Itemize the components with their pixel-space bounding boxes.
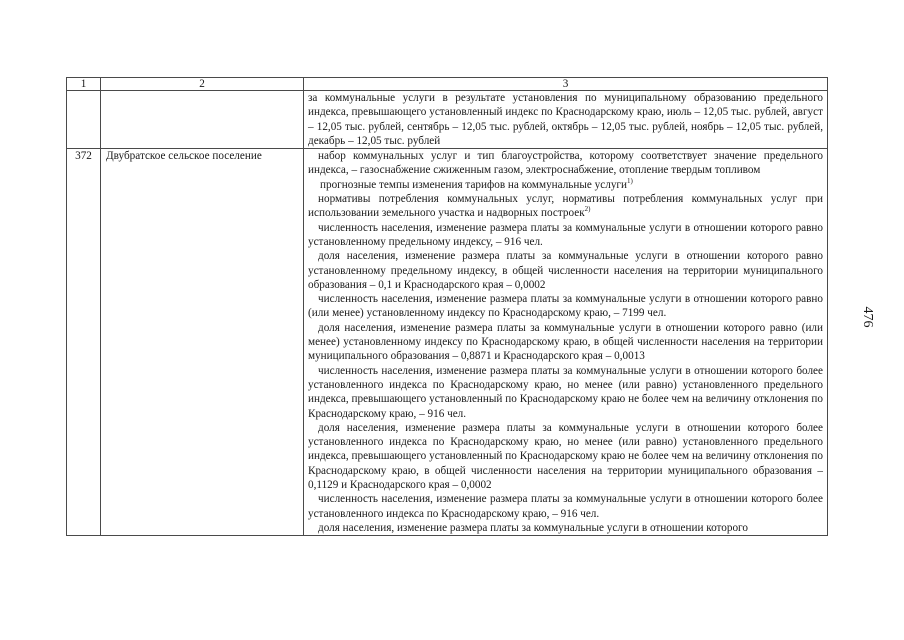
- entry-paragraph-text: доля населения, изменение размера платы за коммунальные услуги в отношении которого: [318, 521, 748, 534]
- entry-paragraph: [308, 492, 823, 521]
- entry-paragraph-text: нормативы потребления коммунальных услуг, нормативы потребления коммунальных услуг при использовании земельного участка и надворных построек: [308, 193, 823, 220]
- header-col-1: 1: [67, 78, 101, 91]
- entry-paragraph: [308, 321, 823, 364]
- footnote-marker: 2): [584, 205, 591, 214]
- entry-paragraph-text: численность населения, изменение размера платы за коммунальные услуги в отношении которого равно (или менее) установленному индексу по Краснодарскому краю, – 7199 чел.: [308, 293, 823, 320]
- continuation-number-cell: [67, 91, 101, 149]
- entry-paragraph: [308, 521, 823, 535]
- header-col-3: 3: [304, 78, 828, 91]
- document-table: [66, 77, 828, 536]
- entry-paragraph-text: доля населения, изменение размера платы за коммунальные услуги в отношении которого равно (или менее) установленному индексу по Краснодарскому краю, в общей численности населения на территории муниципального образования – 0,8871 и Краснодарского края – 0,0013: [308, 321, 823, 363]
- entry-number: 372: [67, 149, 101, 536]
- entry-paragraph: [308, 192, 823, 221]
- entry-paragraph-text: численность населения, изменение размера платы за коммунальные услуги в отношении которого более установленного индекса по Краснодарскому краю, – 916 чел.: [308, 493, 823, 520]
- footnote-marker: 1): [626, 176, 633, 185]
- entry-paragraph: [308, 221, 823, 250]
- table-header-row: [67, 78, 828, 91]
- entry-name: Двубратское сельское поселение: [101, 149, 304, 536]
- entry-paragraph: [308, 149, 823, 178]
- entry-paragraph-text: доля населения, изменение размера платы за коммунальные услуги в отношении которого более установленного индекса по Краснодарскому краю, но менее (или равно) установленного предельного индекса, превышающего установленный по Краснодарскому краю не более чем на величину отклонения по Краснодарскому краю, в общей численности населения на территории муниципального образования – 0,1129 и Краснодарского края – 0,0002: [308, 421, 823, 492]
- page-number: 476: [860, 306, 875, 328]
- continuation-text-cell: [304, 91, 828, 149]
- continuation-paragraph: за коммунальные услуги в результате установления по муниципальному образованию предельного индекса, превышающего установленный индекс по Краснодарскому краю, июль – 12,05 тыс. рублей, август – 12,05 тыс. рублей, сентябрь – 12,05 тыс. рублей, октябрь – 12,05 тыс. рублей, ноябрь – 12,05 тыс. рублей, декабрь – 12,05 тыс. рублей: [308, 92, 823, 147]
- continuation-row: [67, 91, 828, 149]
- entry-paragraph: [308, 249, 823, 292]
- entry-row: [67, 149, 828, 536]
- entry-paragraph-text: численность населения, изменение размера платы за коммунальные услуги в отношении которого более установленного индекса по Краснодарскому краю, но менее (или равно) установленного предельного индекса, превышающего установленный по Краснодарскому краю не более чем на величину отклонения по Краснодарскому краю, – 916 чел.: [308, 364, 823, 420]
- entry-paragraph-text: численность населения, изменение размера платы за коммунальные услуги в отношении которого равно установленному предельному индексу, – 916 чел.: [308, 221, 823, 248]
- entry-paragraph: [308, 178, 823, 192]
- entry-text-cell: [304, 149, 828, 536]
- entry-paragraph: [308, 421, 823, 492]
- entry-paragraph-text: прогнозные темпы изменения тарифов на коммунальные услуги: [320, 178, 627, 191]
- continuation-name-cell: [101, 91, 304, 149]
- entry-paragraph: [308, 364, 823, 421]
- entry-paragraph-text: набор коммунальных услуг и тип благоустройства, которому соответствует значение предельного индекса, – газоснабжение сжиженным газом, электроснабжение, отопление твердым топливом: [308, 150, 823, 177]
- entry-paragraph-text: доля населения, изменение размера платы за коммунальные услуги в отношении которого равно установленному предельному индексу, в общей численности населения на территории муниципального образования – 0,1 и Краснодарского края – 0,0002: [308, 250, 823, 291]
- entry-paragraph: [308, 292, 823, 321]
- header-col-2: 2: [101, 78, 304, 91]
